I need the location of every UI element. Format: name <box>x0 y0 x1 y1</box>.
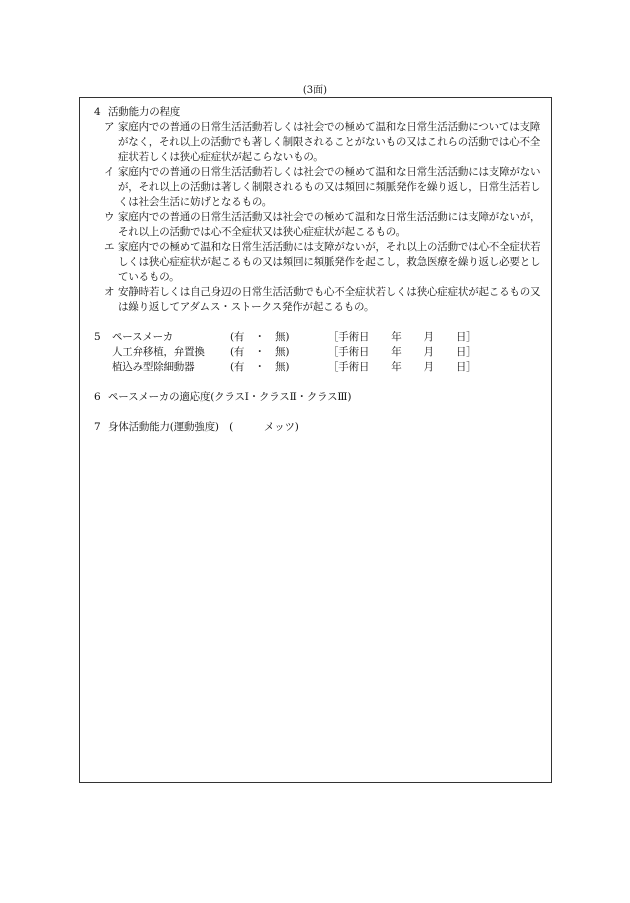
section-4-heading <box>94 105 546 120</box>
yes-no-choice[interactable]: (有 ・ 無) <box>230 346 290 358</box>
activity-level-item-a <box>104 120 546 165</box>
item-label: ア <box>104 121 115 133</box>
form-content <box>94 105 546 435</box>
device-row-pacemaker <box>94 330 476 345</box>
day-label: 日］ <box>455 346 477 358</box>
month-label: 月 <box>423 361 434 373</box>
section-6 <box>94 390 546 405</box>
device-label: ペースメーカ <box>112 331 174 343</box>
activity-level-item-i <box>104 165 546 210</box>
device-table <box>94 330 476 375</box>
item-text: 家庭内での普通の日常生活活動又は社会での極めて温和な日常生活活動には支障がないが，それ以上の活動では心不全症状又は狭心症症状が起こるもの。 <box>118 211 541 238</box>
item-text: 家庭内での極めて温和な日常生活活動には支障がないが，それ以上の活動では心不全症状若しくは狭心症症状が起こるもの又は頻回に頻脈発作を起こし，救急医療を繰り返し必要としているもの。 <box>118 241 541 283</box>
section-7-number: 7 <box>94 421 101 433</box>
day-label: 日］ <box>455 361 477 373</box>
activity-level-item-u <box>104 210 546 240</box>
item-text: 家庭内での普通の日常生活活動若しくは社会での極めて温和な日常生活活動には支障がないが，それ以上の活動は著しく制限されるもの又は頻回に頻脈発作を繰り返し，日常生活若しくは社会生活に妨げとなるもの。 <box>118 166 541 208</box>
surgery-date <box>328 360 476 375</box>
year-label: 年 <box>391 361 402 373</box>
month-label: 月 <box>423 331 434 343</box>
section-7 <box>94 420 546 435</box>
month-label: 月 <box>423 346 434 358</box>
physical-activity-capacity[interactable]: 身体活動能力(運動強度) ( メッツ) <box>108 421 299 433</box>
section-4-title: 活動能力の程度 <box>108 106 181 118</box>
device-label: 人工弁移植，弁置換 <box>112 346 205 358</box>
item-label: エ <box>104 241 115 253</box>
yes-no-choice[interactable]: (有 ・ 無) <box>230 331 290 343</box>
surgery-date <box>328 345 476 360</box>
page-label: (3面) <box>302 85 328 96</box>
item-label: イ <box>104 166 115 178</box>
date-prefix: ［手術日 <box>328 346 370 358</box>
activity-level-item-o <box>104 285 546 315</box>
section-4-number: 4 <box>94 106 101 118</box>
device-row-valve <box>94 345 476 360</box>
item-label: ウ <box>104 211 115 223</box>
device-row-icd <box>94 360 476 375</box>
pacemaker-suitability-class[interactable]: ペースメーカの適応度(クラスⅠ・クラスⅡ・クラスⅢ) <box>108 391 352 403</box>
section-5-number: 5 <box>94 331 101 343</box>
date-prefix: ［手術日 <box>328 331 370 343</box>
section-6-number: 6 <box>94 391 101 403</box>
yes-no-choice[interactable]: (有 ・ 無) <box>230 361 290 373</box>
item-label: オ <box>104 286 115 298</box>
day-label: 日］ <box>455 331 477 343</box>
activity-level-item-e <box>104 240 546 285</box>
item-text: 安静時若しくは自己身辺の日常生活活動でも心不全症状若しくは狭心症症状が起こるもの又は繰り返してアダムス・ストークス発作が起こるもの。 <box>118 286 541 313</box>
device-label: 植込み型除細動器 <box>112 361 195 373</box>
item-text: 家庭内での普通の日常生活活動若しくは社会での極めて温和な日常生活活動については支障がなく，それ以上の活動でも著しく制限されることがないもの又はこれらの活動では心不全症状若しくは狭心症症状が起こらないもの。 <box>118 121 541 163</box>
surgery-date <box>328 330 476 345</box>
date-prefix: ［手術日 <box>328 361 370 373</box>
year-label: 年 <box>391 346 402 358</box>
year-label: 年 <box>391 331 402 343</box>
activity-level-list <box>94 120 546 315</box>
